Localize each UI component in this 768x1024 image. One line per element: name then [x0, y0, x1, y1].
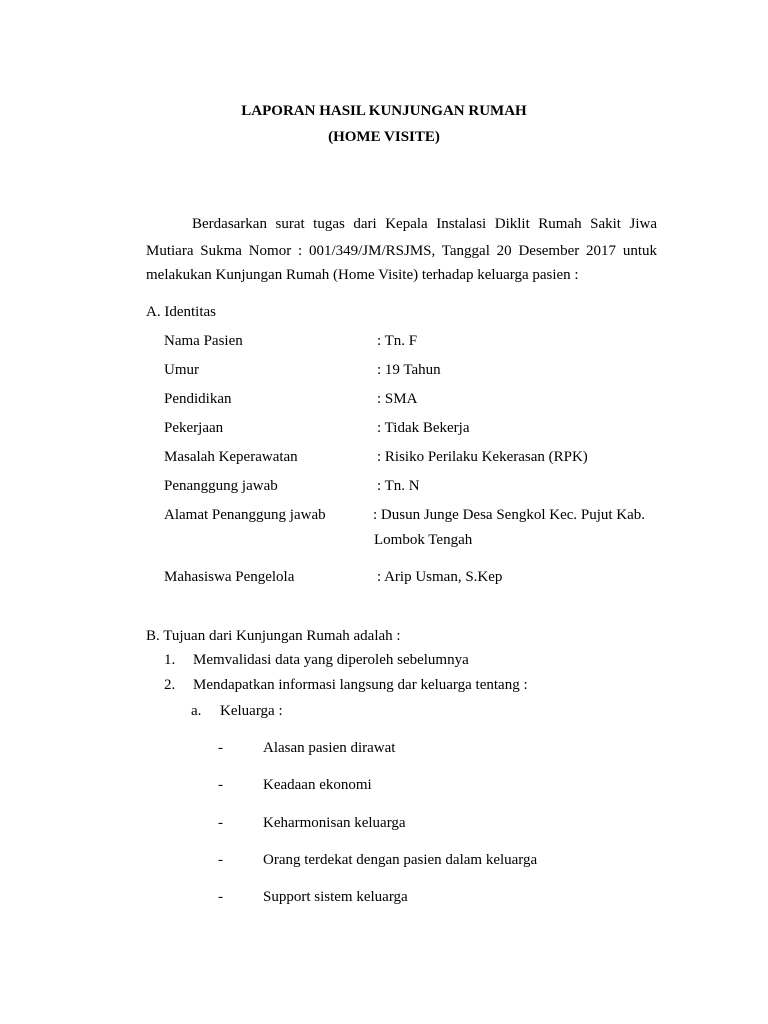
list-item: Mendapatkan informasi langsung dar keluarga tentang : — [193, 677, 528, 693]
identity-label: Alamat Penanggung jawab — [164, 507, 326, 523]
bullet-dash: - — [218, 889, 223, 905]
identity-value: : SMA — [377, 391, 418, 407]
identity-value: : Arip Usman, S.Kep — [377, 569, 503, 585]
identity-value: : Tn. N — [377, 478, 420, 494]
bullet-item: Keadaan ekonomi — [263, 777, 372, 793]
identity-label: Nama Pasien — [164, 333, 243, 349]
bullet-item: Orang terdekat dengan pasien dalam keluarga — [263, 852, 538, 868]
intro-line-2: Mutiara Sukma Nomor : 001/349/JM/RSJMS, Tanggal 20 Desember 2017 untuk — [146, 243, 657, 259]
identity-label: Umur — [164, 362, 199, 378]
list-number: 2. — [164, 677, 176, 693]
bullet-dash: - — [218, 777, 223, 793]
bullet-dash: - — [218, 740, 223, 756]
identity-value-continued: Lombok Tengah — [374, 532, 473, 548]
identity-label: Masalah Keperawatan — [164, 449, 298, 465]
sub-list-item: Keluarga : — [220, 703, 283, 719]
identity-label: Penanggung jawab — [164, 478, 278, 494]
list-number: 1. — [164, 652, 176, 668]
document-subtitle: (HOME VISITE) — [328, 129, 440, 145]
intro-line-1: Berdasarkan surat tugas dari Kepala Instalasi Diklit Rumah Sakit Jiwa — [192, 216, 657, 232]
sub-list-letter: a. — [191, 703, 202, 719]
identity-value: : Tn. F — [377, 333, 418, 349]
identity-label: Pekerjaan — [164, 420, 224, 436]
section-b-heading: B. Tujuan dari Kunjungan Rumah adalah : — [146, 628, 401, 644]
identity-value: : Risiko Perilaku Kekerasan (RPK) — [377, 449, 588, 465]
intro-line-3: melakukan Kunjungan Rumah (Home Visite) terhadap keluarga pasien : — [146, 267, 579, 283]
identity-value: : Tidak Bekerja — [377, 420, 470, 436]
bullet-item: Alasan pasien dirawat — [263, 740, 396, 756]
bullet-item: Keharmonisan keluarga — [263, 815, 406, 831]
bullet-item: Support sistem keluarga — [263, 889, 408, 905]
identity-value: : 19 Tahun — [377, 362, 441, 378]
identity-label: Pendidikan — [164, 391, 232, 407]
bullet-dash: - — [218, 815, 223, 831]
bullet-dash: - — [218, 852, 223, 868]
section-a-heading: A. Identitas — [146, 304, 216, 320]
document-title: LAPORAN HASIL KUNJUNGAN RUMAH — [241, 103, 527, 119]
identity-label: Mahasiswa Pengelola — [164, 569, 295, 585]
list-item: Memvalidasi data yang diperoleh sebelumnya — [193, 652, 469, 668]
identity-value: : Dusun Junge Desa Sengkol Kec. Pujut Kab. — [373, 507, 646, 523]
